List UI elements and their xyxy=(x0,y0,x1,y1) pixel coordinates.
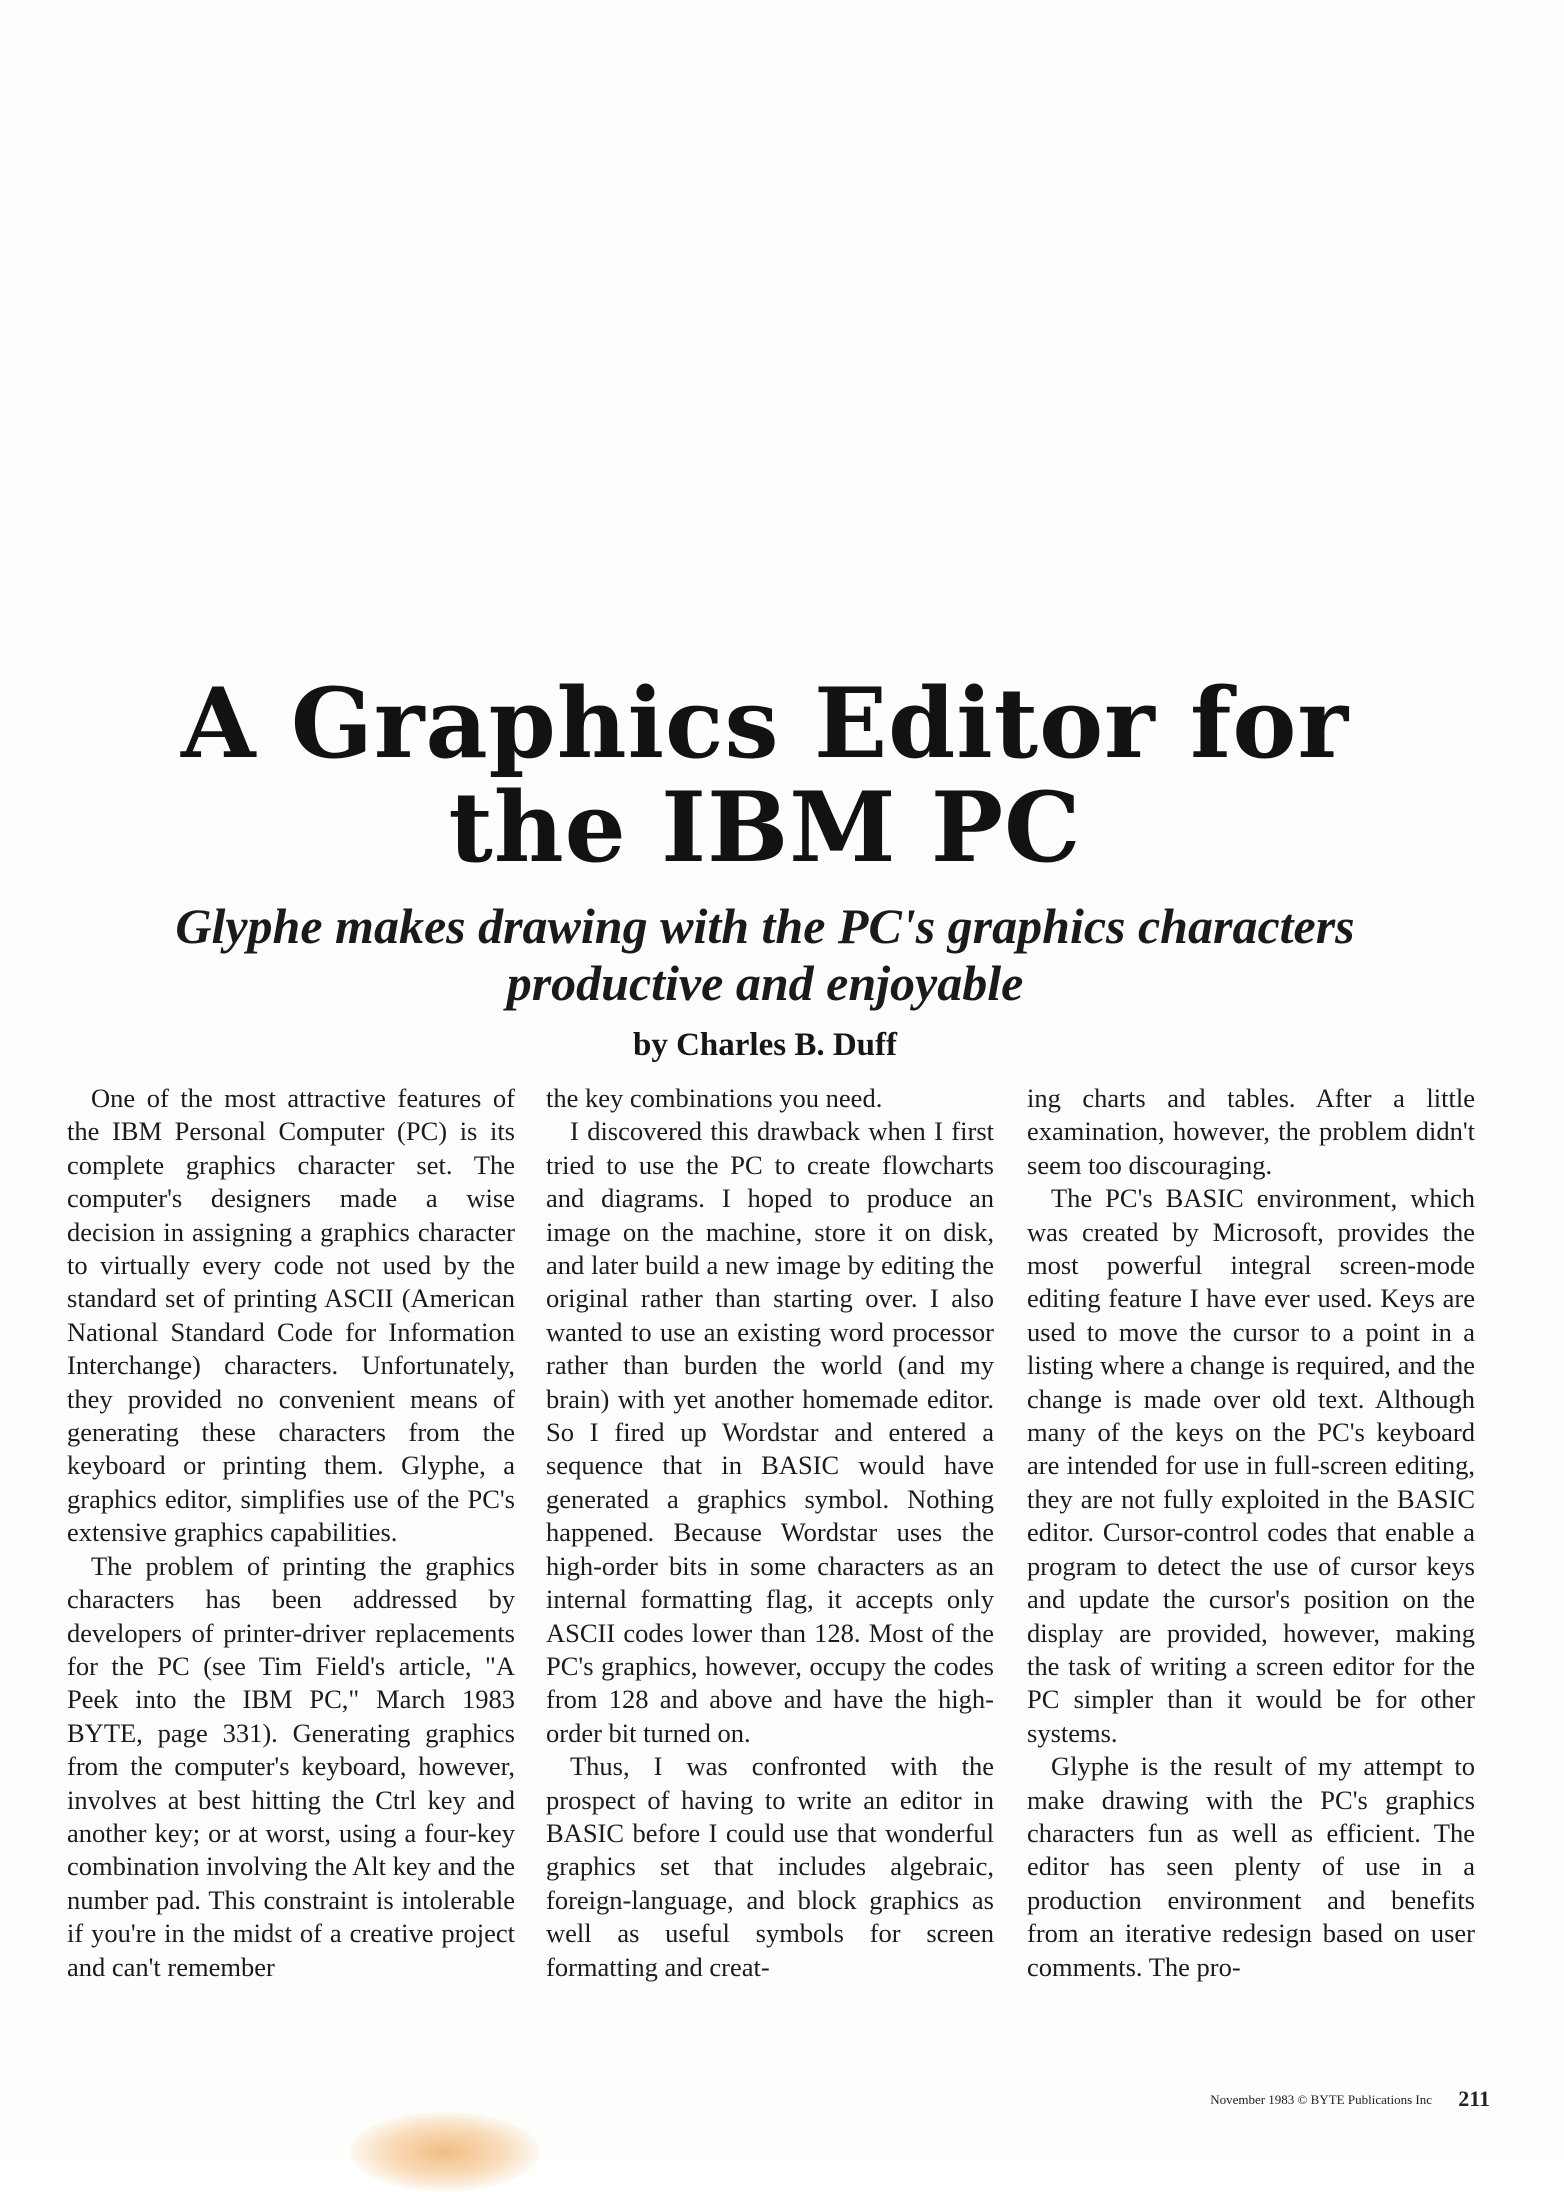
paragraph: ing charts and tables. After a little examination, however, the problem didn't seem too discouraging. xyxy=(1027,1083,1475,1180)
text-column-2 xyxy=(546,1082,994,2052)
footer-credit: November 1983 © BYTE Publications Inc xyxy=(1210,2092,1432,2107)
article-subtitle: Glyphe makes drawing with the PC's graphics characters productive and enjoyable xyxy=(175,898,1355,1011)
page-footer xyxy=(1000,2086,1490,2114)
text-column-3 xyxy=(1027,1082,1475,2052)
paragraph: the key combinations you need. xyxy=(546,1083,883,1113)
article-title: A Graphics Editor for the IBM PC xyxy=(180,667,1350,884)
paragraph: I discovered this drawback when I first tried to use the PC to create flowcharts and diagrams. I hoped to produce an image on the machine, store it on disk, and later build a new image by editing the original rather than starting over. I also wanted to use an existing word processor rather than burden the world (and my brain) with yet another homemade editor. So I fired up Wordstar and entered a sequence that in BASIC would have generated a graphics symbol. Nothing happened. Because Wordstar uses the high-order bits in some characters as an internal formatting flag, it accepts only ASCII codes lower than 128. Most of the PC's graphics, however, occupy the codes from 128 and above and have the high-order bit turned on. xyxy=(546,1116,994,1748)
page-number: 211 xyxy=(1458,2086,1490,2111)
paragraph: The problem of printing the graphics characters has been addressed by developers of printer-driver replacements for the PC (see Tim Field's article, "A Peek into the IBM PC," March 1983 BYTE, page 331). Generating graphics from the computer's keyboard, however, involves at best hitting the Ctrl key and another key; or at worst, using a four-key combination involving the Alt key and the number pad. This constraint is intolerable if you're in the midst of a creative project and can't remember xyxy=(67,1550,515,1982)
paragraph: One of the most attractive features of the IBM Personal Computer (PC) is its complete graphics character set. The computer's designers made a wise decision in assigning a graphics character to virtually every code not used by the standard set of printing ASCII (American National Standard Code for Information Interchange) characters. Unfortunately, they provided no convenient means of generating these characters from the keyboard or printing them. Glyphe, a graphics editor, simplifies use of the PC's extensive graphics capabilities. xyxy=(67,1083,515,1548)
paragraph: Thus, I was confronted with the prospect of having to write an editor in BASIC before I could use that wonderful graphics set that includes algebraic, foreign-language, and block graphics as well as useful symbols for screen formatting and creat- xyxy=(546,1751,994,1982)
paper-stain xyxy=(350,2112,540,2192)
article-byline: by Charles B. Duff xyxy=(632,1027,898,1063)
paragraph: The PC's BASIC environment, which was created by Microsoft, provides the most powerful integral screen-mode editing feature I have ever used. Keys are used to move the cursor to a point in a listing where a change is required, and the change is made over old text. Although many of the keys on the PC's keyboard are intended for use in full-screen editing, they are not fully exploited in the BASIC editor. Cursor-control codes that enable a program to detect the use of cursor keys and update the cursor's position on the display are provided, however, making the task of writing a screen editor for the PC simpler than it would be for other systems. xyxy=(1027,1183,1475,1748)
paragraph: Glyphe is the result of my attempt to make drawing with the PC's graphics characters fun as well as efficient. The editor has seen plenty of use in a production environment and benefits from an iterative redesign based on user comments. The pro- xyxy=(1027,1751,1475,1982)
text-column-1 xyxy=(67,1082,515,2052)
